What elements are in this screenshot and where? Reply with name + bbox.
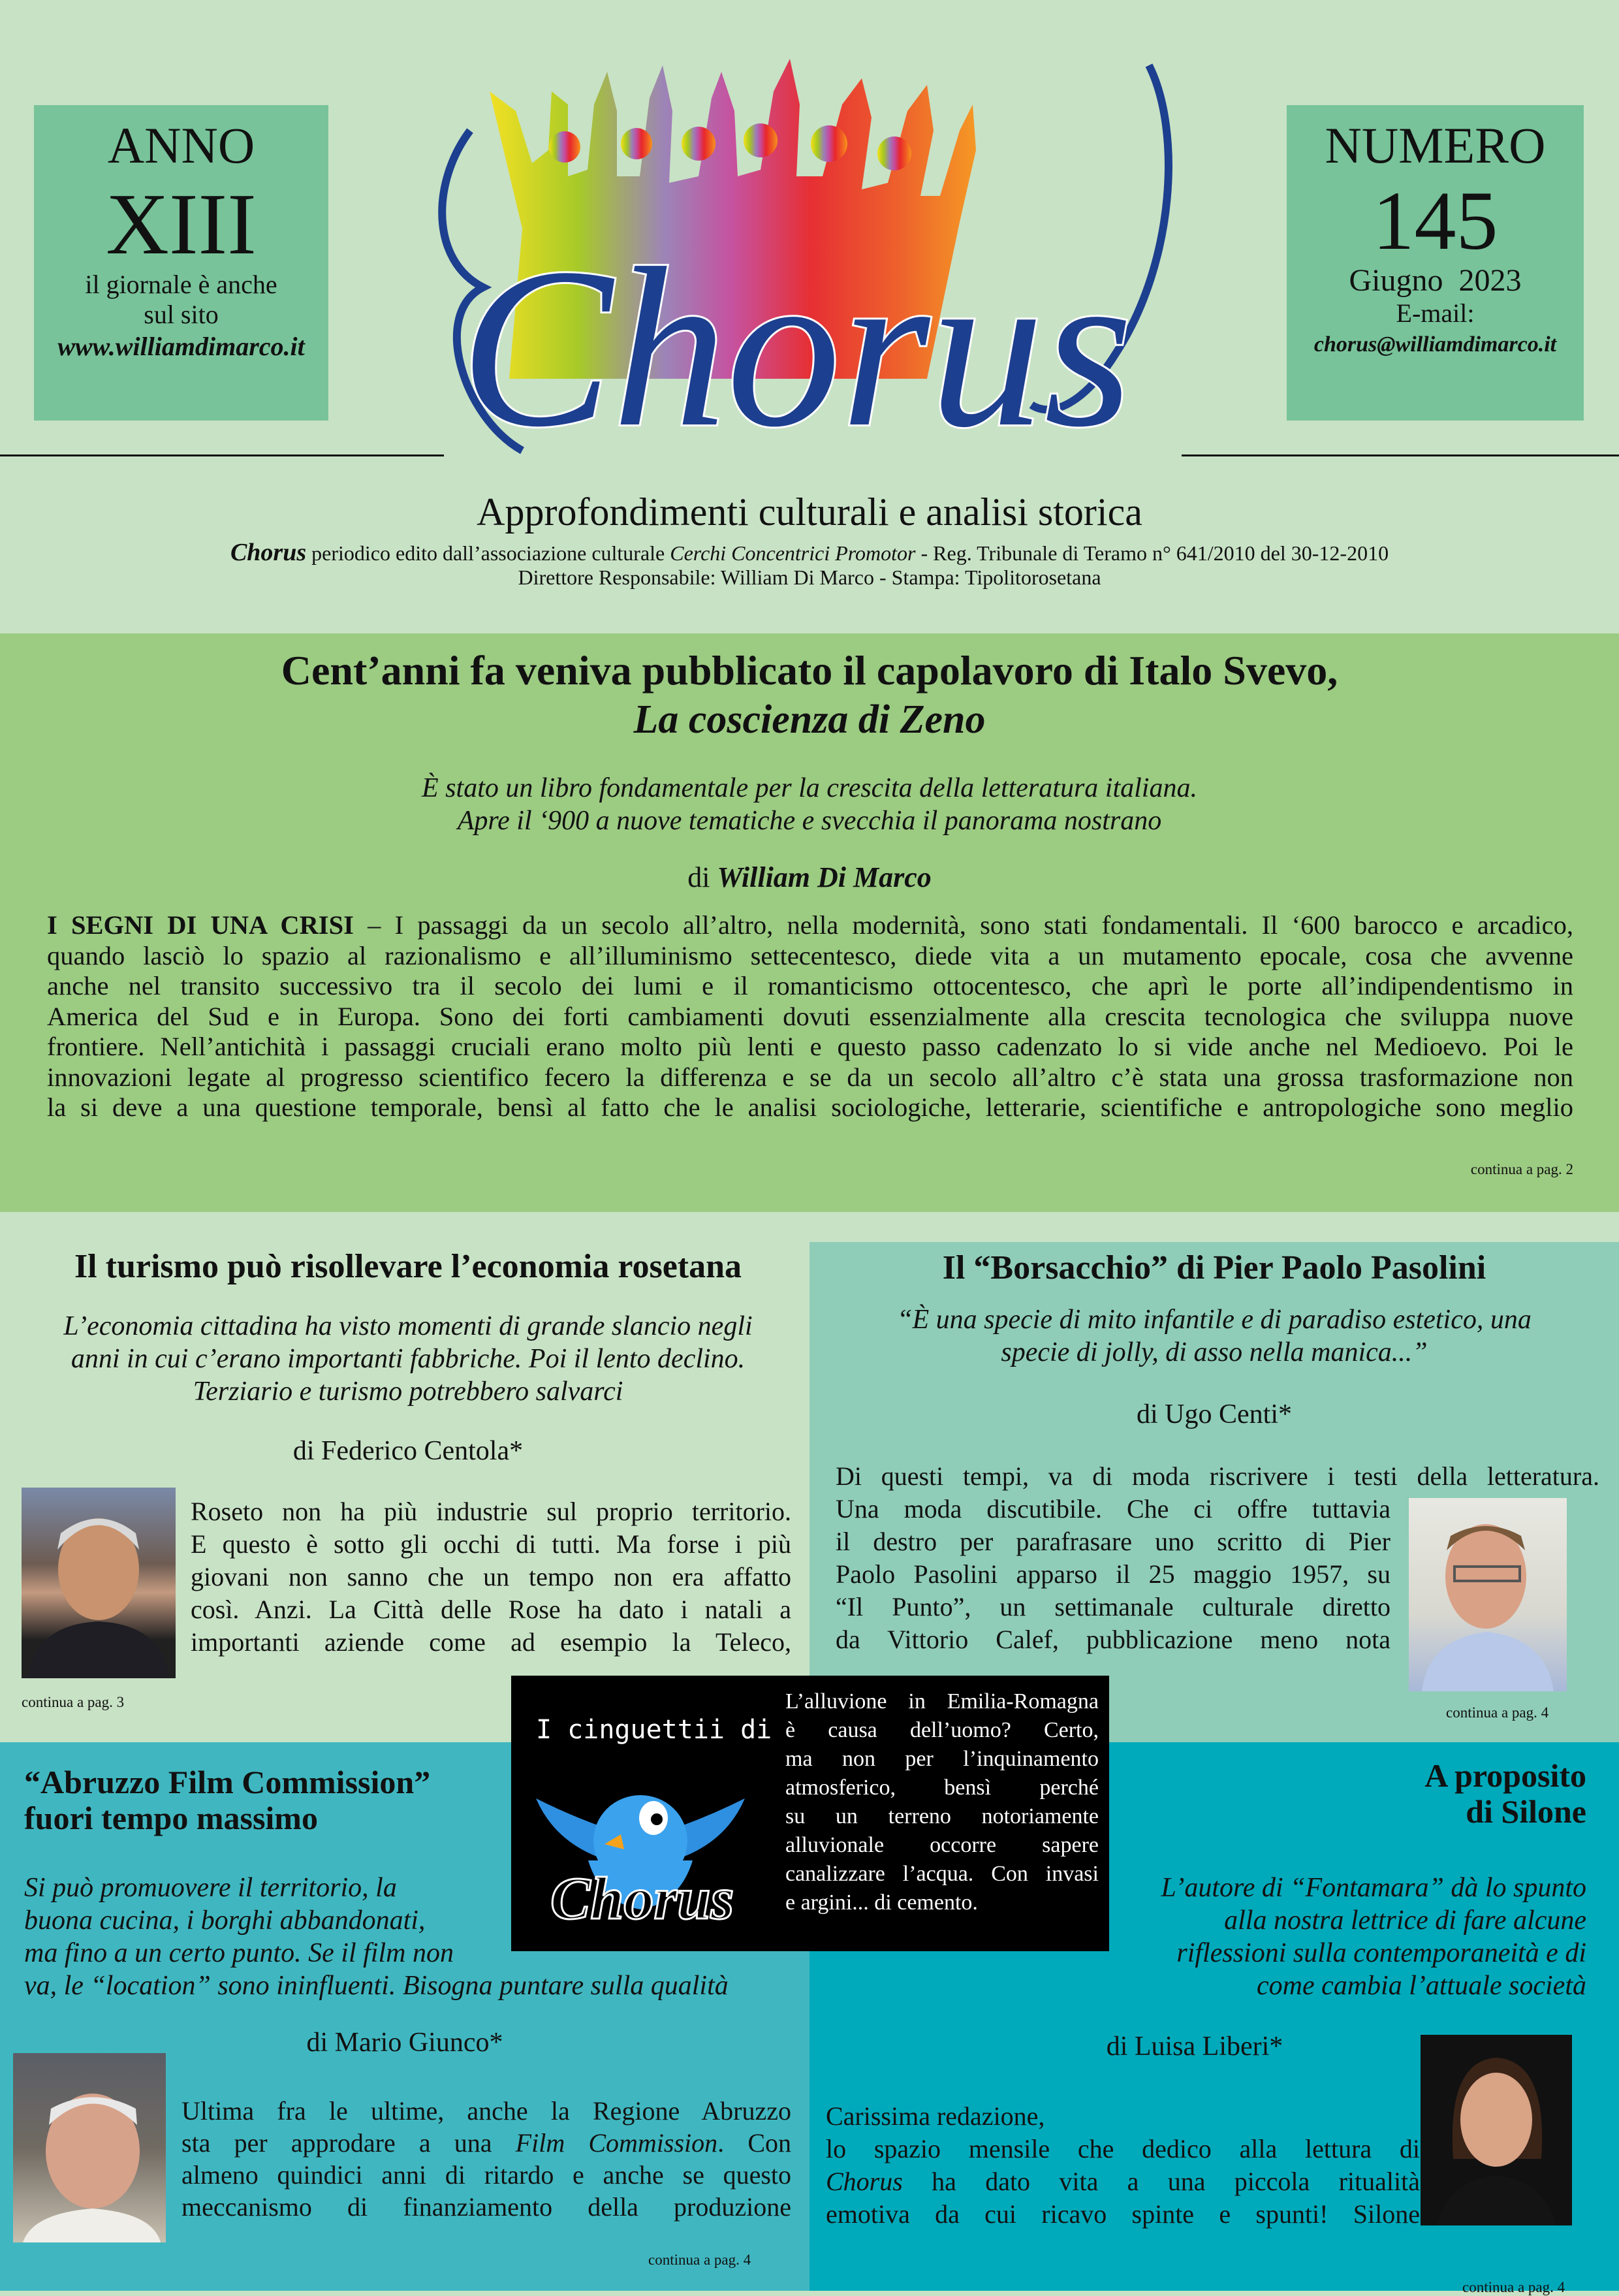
cinguettii-box [511,1676,1109,1951]
silone-title-line1[interactable]: A proposito [1424,1757,1586,1794]
publisher-line: Chorus periodico edito dall’associazione culturale Cerchi Concentrici Promotor - Reg. Tribunale di Teramo n° 641/2010 del 30-12-2010 [230,539,1389,566]
borsacchio-continue[interactable]: continua a pag. 4 [1446,1704,1549,1721]
borsacchio-author-photo [1409,1498,1567,1691]
portrait-icon [13,2053,166,2242]
issue-date: Giugno 2023 [1349,263,1522,298]
numero-value: 145 [1372,174,1498,267]
silone-title-line2[interactable]: di Silone [1466,1793,1586,1830]
main-subtitle-line1: È stato un libro fondamentale per la crescita della letteratura italiana. [422,773,1197,803]
main-title-line1[interactable]: Cent’anni fa veniva pubblicato il capolavoro di Italo Svevo, [281,647,1338,694]
silone-author-photo [1421,2035,1572,2225]
turismo-continue[interactable]: continua a pag. 3 [22,1694,125,1710]
abruzzo-author-photo [13,2053,166,2242]
director-line: Direttore Responsabile: William Di Marco - Stampa: Tipolitorosetana [518,566,1101,589]
borsacchio-article [810,1242,1619,1742]
silone-byline: di Luisa Liberi* [1106,2032,1283,2062]
main-lead: I SEGNI DI UNA CRISI [47,910,354,940]
portrait-icon [1421,2035,1572,2225]
turismo-subtitle: L’economia cittadina ha visto momenti di grande slancio negli anni in cui c’erano importanti fabbriche. Poi il lento declino. Terziario e turismo potrebbero salvarci [63,1311,753,1407]
portrait-icon [22,1488,176,1678]
abruzzo-title-line1[interactable]: “Abruzzo Film Commission” [24,1764,431,1800]
main-byline: di William Di Marco [687,861,932,893]
header-rule-left [0,454,444,456]
anno-box [34,105,328,421]
site-line2: sul sito [144,300,219,329]
main-author: William Di Marco [717,861,932,893]
borsacchio-subtitle: “È una specie di mito infantile e di paradiso estetico, una specie di jolly, di asso nella manica...” [897,1305,1532,1367]
turismo-author-photo [22,1488,176,1678]
cinguettii-logo-word: Chorus [550,1865,734,1932]
cinguettii-text: L’alluvione in Emilia-Romagna è causa dell’uomo? Certo, ma non per l’inquinamento atmosferico, bensì perché su un terreno notoriamente alluvionale occorre sapere canalizzare l’acqua. Con invasi e argini... di cemento. [785,1689,1099,1915]
borsacchio-title[interactable]: Il “Borsacchio” di Pier Paolo Pasolini [942,1249,1486,1286]
main-continue[interactable]: continua a pag. 2 [1470,1161,1573,1177]
abruzzo-continue[interactable]: continua a pag. 4 [648,2252,751,2268]
silone-subtitle: L’autore di “Fontamara” dà lo spunto alla nostra lettrice di fare alcune riflessioni sulla contemporaneità e di come cambia l’attuale società [1161,1873,1586,2001]
turismo-article [0,1212,810,1742]
silone-body: Carissima redazione, lo spazio mensile che dedico alla lettura di Chorus ha dato vita a una piccola ritualità emotiva da cui ricavo spinte e spunti! Silone [826,2101,1420,2229]
chorus-logo [392,13,1227,470]
abruzzo-subtitle: Si può promuovere il territorio, la buona cucina, i borghi abbandonati, ma fino a un certo punto. Se il film non va, le “location” sono ininfluenti. Bisogna puntare sulla qualità [24,1873,729,2001]
email-label: E-mail: [1396,298,1475,328]
silone-continue[interactable]: continua a pag. 4 [1462,2279,1565,2295]
subtitle: Approfondimenti culturali e analisi storica [477,490,1142,534]
header-rule-right [1182,454,1619,456]
main-article [0,633,1619,1212]
email-address[interactable]: chorus@williamdimarco.it [1313,332,1557,357]
anno-label: ANNO [107,117,255,174]
main-body: I SEGNI DI UNA CRISI – I passaggi da un secolo all’altro, nella modernità, sono stati fondamentali. Il ‘600 barocco e arcadico, quando lasciò lo spazio al razionalismo e all’illuminismo settecentesco, diede vita a un mutamento epocale, cosa che avvenne anche nel transito successivo tra il secolo dei lumi e il romanticismo ottocentesco, che aprì le porte all’indipendentismo in America del Sud e in Europa. Sono dei forti cambiamenti dovuti essenzialmente alla crescita tecnologica che sviluppa nuove frontiere. Nell’antichità i passaggi cruciali erano molto più lenti e questo passo cadenzato lo si vide anche nel Medioevo. Poi le innovazioni legate al progresso scientifico fecero la differenza e se da un secolo all’altro c’è stata una grossa trasformazione non la si deve a una questione temporale, bensì al fatto che le analisi sociologiche, letterarie, scientifiche e antropologiche sono meglio [47,910,1573,1122]
borsacchio-body: Di questi tempi, va di moda riscrivere i testi della letteratura. Una moda discutibile. Che ci offre tuttavia il destro per parafrasare uno scritto di Pier Paolo Pasolini apparso il 25 maggio 1957, su “Il Punto”, un settimanale culturale diretto da Vittorio Calef, pubblicazione meno nota [836,1461,1599,1654]
numero-label: NUMERO [1325,117,1546,174]
cinguettii-heading: I cinguettii di [536,1715,772,1745]
main-title-line2[interactable]: La coscienza di Zeno [633,697,986,742]
numero-box [1287,105,1584,421]
borsacchio-byline: di Ugo Centi* [1137,1399,1292,1429]
anno-value: XIII [106,176,257,272]
main-subtitle-line2: Apre il ‘900 a nuove tematiche e svecchia il panorama nostrano [457,806,1162,836]
turismo-title[interactable]: Il turismo può risollevare l’economia rosetana [74,1248,742,1285]
site-line1: il giornale è anche [85,270,277,299]
logo-text: Chorus [460,221,1133,470]
site-url[interactable]: www.williamdimarco.it [57,332,305,361]
pub-name: Chorus [230,539,307,566]
abruzzo-body: Ultima fra le ultime, anche la Regione Abruzzo sta per approdare a una Film Commission. Con almeno quindici anni di ritardo e anche se questo meccanismo di finanziamento della produzione [181,2096,791,2222]
turismo-body: Roseto non ha più industrie sul proprio territorio. E questo è sotto gli occhi di tutti. Ma forse i più giovani non sanno che un tempo non era affatto così. Anzi. La Città delle Rose ha dato i natali a importanti aziende come ad esempio la Teleco, [191,1497,791,1657]
turismo-byline: di Federico Centola* [292,1436,524,1466]
portrait-icon [1409,1498,1567,1691]
abruzzo-title-line2[interactable]: fuori tempo massimo [24,1800,318,1836]
abruzzo-byline: di Mario Giunco* [306,2028,503,2058]
